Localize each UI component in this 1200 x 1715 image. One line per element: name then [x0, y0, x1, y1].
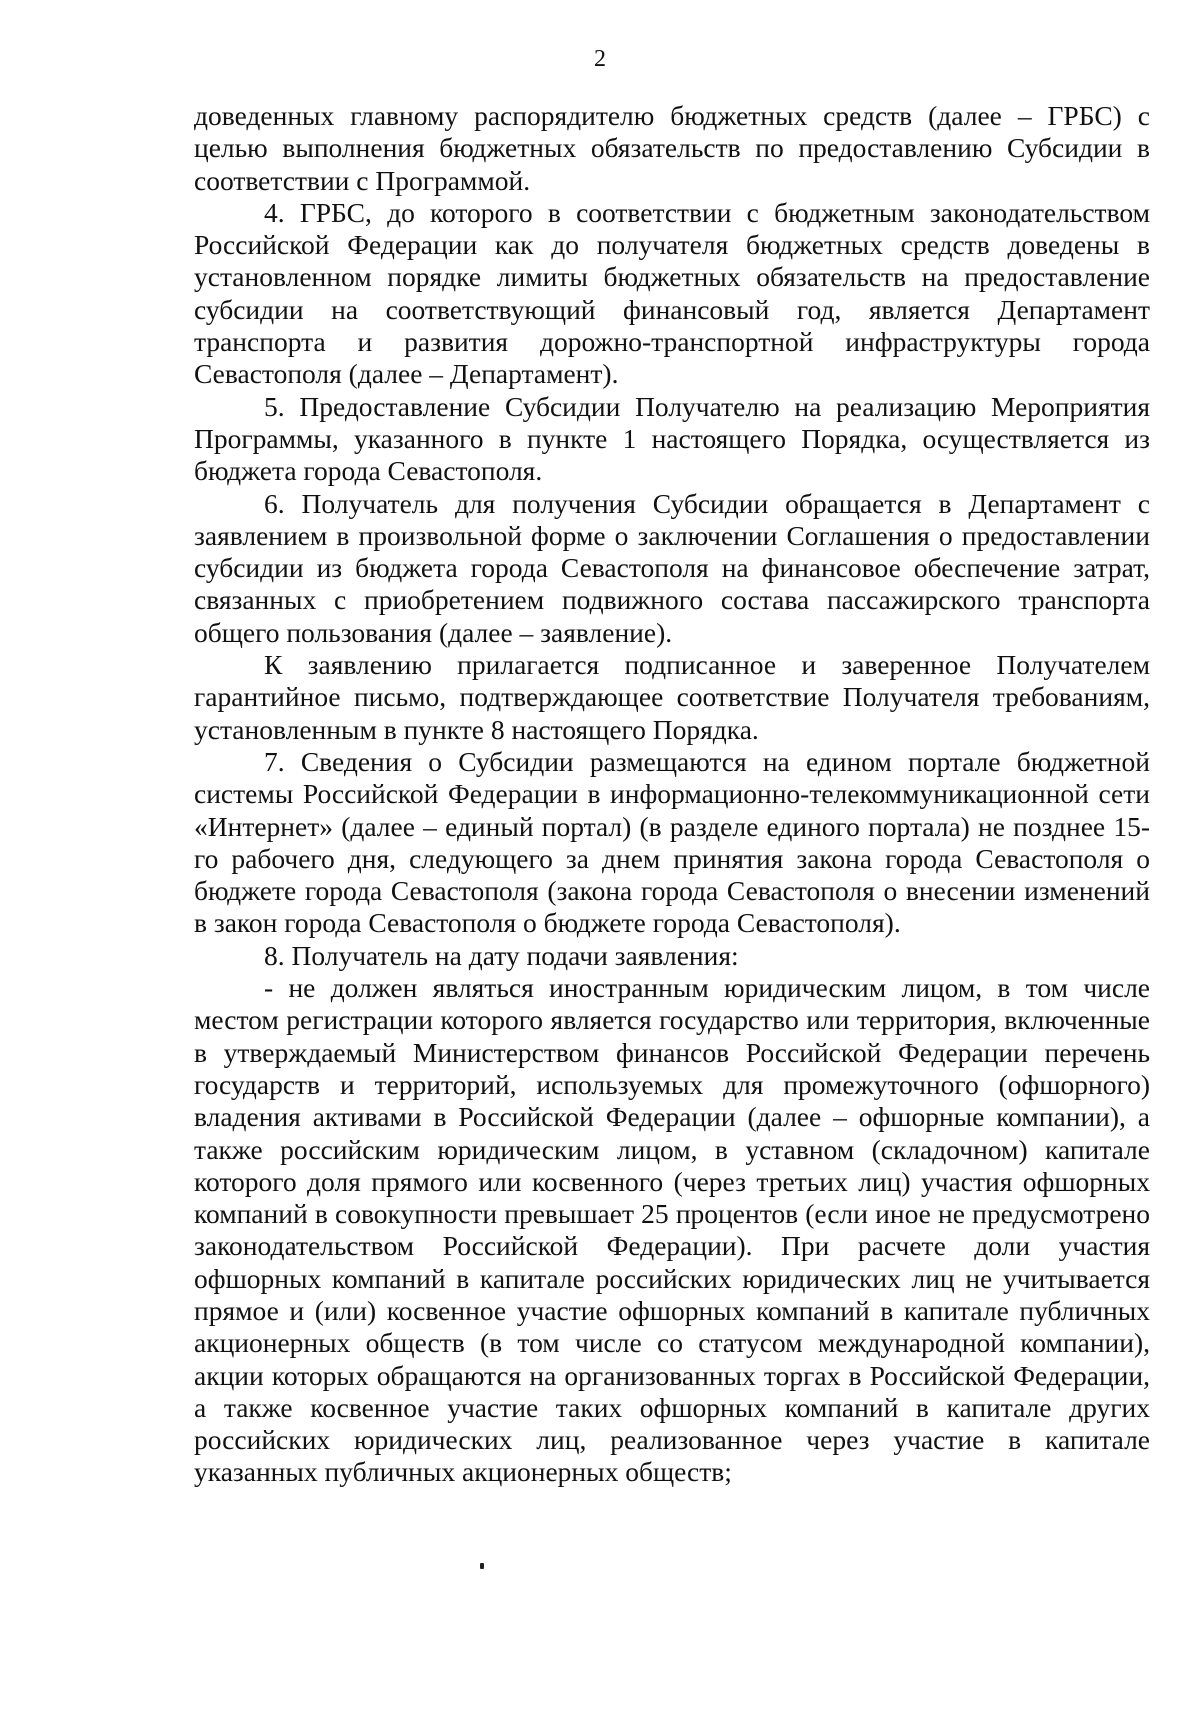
- paragraph-item-6: 6. Получатель для получения Субсидии обращается в Департамент с заявлением в произвольной форме о заключении Соглашения о предоставлении субсидии из бюджета города Севастополя на финансовое обеспечение затрат, связанных с приобретением подвижного состава пассажирского транспорта общего пользования (далее – заявление).: [194, 487, 1150, 648]
- paragraph-item-8-bullet: - не должен являться иностранным юридическим лицом, в том числе местом регистрации которого является государство или территория, включенные в утверждаемый Министерством финансов Российской Федерации перечень государств и территорий, используемых для промежуточного (офшорного) владения активами в Российской Федерации (далее – офшорные компании), а также российским юридическим лицом, в уставном (складочном) капитале которого доля прямого или косвенного (через третьих лиц) участия офшорных компаний в совокупности превышает 25 процентов (если иное не предусмотрено законодательством Российской Федерации). При расчете доли участия офшорных компаний в капитале российских юридических лиц не учитывается прямое и (или) косвенное участие офшорных компаний в капитале публичных акционерных обществ (в том числе со статусом международной компании), акции которых обращаются на организованных торгах в Российской Федерации, а также косвенное участие таких офшорных компаний в капитале других российских юридических лиц, реализованное через участие в капитале указанных публичных акционерных обществ;: [194, 972, 1150, 1488]
- paragraph-item-7: 7. Сведения о Субсидии размещаются на едином портале бюджетной системы Российской Федерации в информационно-телекоммуникационной сети «Интернет» (далее – единый портал) (в разделе единого портала) не позднее 15-го рабочего дня, следующего за днем принятия закона города Севастополя о бюджете города Севастополя (закона города Севастополя о внесении изменений в закон города Севастополя о бюджете города Севастополя).: [194, 745, 1150, 939]
- paragraph-item-4: 4. ГРБС, до которого в соответствии с бюджетным законодательством Российской Федерации как до получателя бюджетных средств доведены в установленном порядке лимиты бюджетных обязательств на предоставление субсидии на соответствующий финансовый год, является Департамент транспорта и развития дорожно-транспортной инфраструктуры города Севастополя (далее – Департамент).: [194, 196, 1150, 390]
- paragraph-item-5: 5. Предоставление Субсидии Получателю на реализацию Мероприятия Программы, указанного в пункте 1 настоящего Порядка, осуществляется из бюджета города Севастополя.: [194, 390, 1150, 487]
- document-body: [194, 100, 1150, 1489]
- paragraph-item-8: 8. Получатель на дату подачи заявления:: [264, 939, 739, 971]
- scan-speck-mark: [480, 1563, 484, 1569]
- paragraph-attachment: К заявлению прилагается подписанное и заверенное Получателем гарантийное письмо, подтверждающее соответствие Получателя требованиям, установленным в пункте 8 настоящего Порядка.: [194, 649, 1150, 745]
- page-number: 2: [594, 46, 606, 72]
- paragraph-continuation: доведенных главному распорядителю бюджетных средств (далее – ГРБС) с целью выполнения бюджетных обязательств по предоставлению Субсидии в соответствии с Программой.: [194, 100, 1150, 196]
